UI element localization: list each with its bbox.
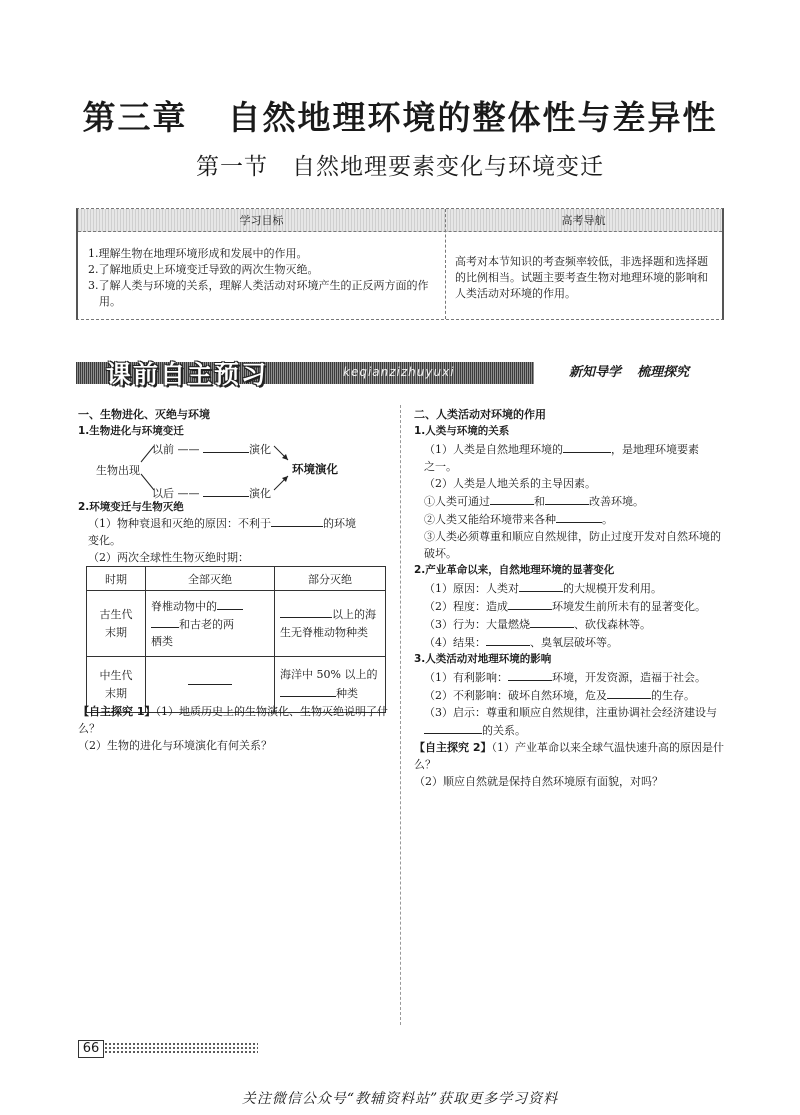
text-run: 的环境 bbox=[323, 517, 356, 530]
diagram-result: 环境演化 bbox=[292, 462, 338, 476]
text-run: （3）行为：大量燃烧 bbox=[424, 618, 530, 631]
learning-goals-header: 学习目标 bbox=[239, 214, 284, 227]
text-run: （1）有利影响： bbox=[424, 671, 508, 684]
page-number-strip bbox=[104, 1042, 258, 1054]
text-run: ③人类必须尊重和顺应自然规律，防止过度开发对自然环境的破坏。 bbox=[424, 530, 721, 560]
text-run: 、臭氧层破坏等。 bbox=[530, 636, 618, 649]
goal-item: 3.了解人类与环境的关系，理解人类活动对环境产生的正反两方面的作用。 bbox=[88, 279, 429, 308]
text-run: 古生代 bbox=[99, 607, 133, 621]
exam-guide-header: 高考导航 bbox=[561, 214, 606, 227]
dash-mark bbox=[188, 684, 232, 686]
objectives-table bbox=[76, 208, 724, 320]
text-run: ①人类可通过 bbox=[424, 495, 490, 508]
extinction-reason bbox=[88, 514, 390, 566]
blank[interactable] bbox=[424, 721, 482, 734]
table-row bbox=[87, 591, 386, 657]
section-title bbox=[0, 148, 800, 181]
text-run: ，是地理环境要素 bbox=[611, 443, 699, 456]
right-heading: 二、人类活动对环境的作用 bbox=[414, 408, 546, 421]
text-run: 生无脊椎动物种类 bbox=[280, 626, 368, 639]
explore-question: （1）产业革命以来全球气温快速升高的原因是什么？ bbox=[414, 741, 724, 771]
text-run: 环境发生前所未有的显著变化。 bbox=[552, 600, 706, 613]
explore-question: （1）地质历史上的生物演化、生物灭绝说明了什么？ bbox=[78, 705, 388, 735]
blank[interactable] bbox=[508, 597, 552, 610]
text-run: 的生存。 bbox=[651, 689, 695, 702]
banner-tags bbox=[534, 362, 724, 384]
diagram-origin: 生物出现 bbox=[96, 464, 140, 477]
period-cell bbox=[87, 591, 146, 657]
blank[interactable] bbox=[545, 492, 589, 505]
text-run: ②人类又能给环境带来各种 bbox=[424, 513, 556, 526]
right-subheading-1: 1.人类与环境的关系 bbox=[414, 425, 510, 437]
explore-question: （2）顺应自然就是保持自然环境原有面貌，对吗？ bbox=[414, 775, 663, 788]
text-run: 之一。 bbox=[424, 460, 457, 473]
text-run: （1）物种衰退和灭绝的原因：不利于 bbox=[88, 517, 271, 530]
section-name: 自然地理要素变化与环境变迁 bbox=[292, 154, 604, 180]
blank[interactable] bbox=[271, 514, 323, 527]
blank[interactable] bbox=[563, 440, 611, 453]
preview-banner bbox=[76, 356, 724, 388]
blank[interactable] bbox=[556, 510, 602, 523]
table-header: 全部灭绝 bbox=[146, 567, 275, 591]
right-subheading-3: 3.人类活动对地理环境的影响 bbox=[414, 653, 552, 665]
explore-label: 【自主探究 2】 bbox=[414, 741, 492, 754]
blank[interactable] bbox=[508, 668, 552, 681]
text-run: （2）程度：造成 bbox=[424, 600, 508, 613]
text-run: 中生代 bbox=[99, 668, 133, 682]
banner-pinyin: keqianzizhuyuxi bbox=[343, 365, 455, 379]
blank[interactable] bbox=[519, 579, 563, 592]
text-run: （1）原因：人类对 bbox=[424, 582, 519, 595]
objectives-divider bbox=[445, 209, 446, 319]
text-run: （1）人类是自然地理环境的 bbox=[424, 443, 563, 456]
diagram-after-label: 以后 —— bbox=[152, 487, 200, 500]
table-header: 部分灭绝 bbox=[275, 567, 386, 591]
section-number: 第一节 bbox=[196, 154, 268, 180]
diagram-before bbox=[152, 440, 271, 457]
text-run: 环境，开发资源，造福于社会。 bbox=[552, 671, 706, 684]
exam-guide-text: 高考对本节知识的考查频率较低，非选择题和选择题的比例相当。试题主要考查生物对地理环境的影响和人类活动对环境的作用。 bbox=[455, 255, 708, 300]
evolution-diagram bbox=[96, 440, 356, 500]
footer-note: 关注微信公众号“教辅资料站”获取更多学习资料 bbox=[241, 1091, 559, 1107]
blank[interactable] bbox=[486, 633, 530, 646]
blank[interactable] bbox=[280, 605, 332, 618]
right-column bbox=[414, 406, 726, 790]
text-run: （4）结果： bbox=[424, 636, 486, 649]
part-extinct-cell bbox=[275, 591, 386, 657]
text-run: 栖类 bbox=[151, 635, 173, 648]
text-run: 海洋中 50% 以上的 bbox=[280, 668, 378, 681]
left-subheading-2: 2.环境变迁与生物灭绝 bbox=[78, 501, 184, 513]
chapter-number: 第三章 bbox=[82, 98, 188, 137]
text-run: 和 bbox=[534, 495, 545, 508]
text-run: 种类 bbox=[336, 687, 358, 700]
explore-label: 【自主探究 1】 bbox=[78, 705, 156, 718]
chapter-title bbox=[0, 92, 800, 139]
left-heading: 一、生物进化、灭绝与环境 bbox=[78, 408, 210, 421]
banner-tag: 梳理探究 bbox=[637, 365, 690, 380]
text-run: 改善环境。 bbox=[589, 495, 644, 508]
learning-goals-list bbox=[88, 246, 443, 310]
text-run: 末期 bbox=[105, 625, 127, 639]
blank[interactable] bbox=[203, 440, 249, 453]
explore-question: （2）生物的进化与环境演化有何关系？ bbox=[78, 739, 272, 752]
text-run: 。 bbox=[602, 513, 613, 526]
table-header-row bbox=[87, 567, 386, 591]
extinction-table bbox=[86, 566, 386, 713]
column-divider bbox=[400, 405, 401, 1025]
blank[interactable] bbox=[490, 492, 534, 505]
goal-item: 2.了解地质史上环境变迁导致的两次生物灭绝。 bbox=[88, 263, 319, 276]
text-run: 变化。 bbox=[88, 534, 121, 547]
text-run: 脊椎动物中的 bbox=[151, 600, 217, 613]
goal-item: 1.理解生物在地理环境形成和发展中的作用。 bbox=[88, 247, 308, 260]
banner-title: 课前自主预习 bbox=[106, 360, 269, 389]
text-run: 的关系。 bbox=[482, 724, 526, 737]
chapter-name: 自然地理环境的整体性与差异性 bbox=[227, 98, 718, 137]
text-run: 末期 bbox=[105, 686, 127, 700]
all-extinct-cell bbox=[146, 591, 275, 657]
left-subheading-1: 1.生物进化与环境变迁 bbox=[78, 425, 184, 437]
diagram-before-tail: 演化 bbox=[249, 443, 271, 456]
text-run: （2）两次全球性生物灭绝时期： bbox=[88, 551, 249, 564]
objectives-header bbox=[78, 209, 722, 232]
text-run: 、砍伐森林等。 bbox=[574, 618, 651, 631]
explore-1 bbox=[78, 703, 390, 754]
table-header: 时期 bbox=[87, 567, 146, 591]
blank[interactable] bbox=[151, 615, 179, 628]
diagram-after-tail: 演化 bbox=[249, 487, 271, 500]
text-run: 和古老的两 bbox=[179, 618, 234, 631]
diagram-before-label: 以前 —— bbox=[152, 443, 200, 456]
text-run: （2）不利影响：破坏自然环境，危及 bbox=[424, 689, 607, 702]
text-run: 以上的海 bbox=[332, 608, 376, 621]
blank[interactable] bbox=[607, 686, 651, 699]
text-run: （2）人类是人地关系的主导因素。 bbox=[424, 477, 596, 490]
text-run: （3）启示：尊重和顺应自然规律，注重协调社会经济建设与 bbox=[424, 706, 717, 719]
right-subheading-2: 2.产业革命以来，自然地理环境的显著变化 bbox=[414, 564, 615, 576]
blank[interactable] bbox=[530, 615, 574, 628]
banner-tag: 新知导学 bbox=[568, 365, 621, 380]
blank[interactable] bbox=[280, 684, 336, 697]
blank[interactable] bbox=[217, 597, 243, 610]
page-number: 66 bbox=[78, 1040, 104, 1058]
blank[interactable] bbox=[203, 484, 249, 497]
text-run: 的大规模开发利用。 bbox=[563, 582, 662, 595]
